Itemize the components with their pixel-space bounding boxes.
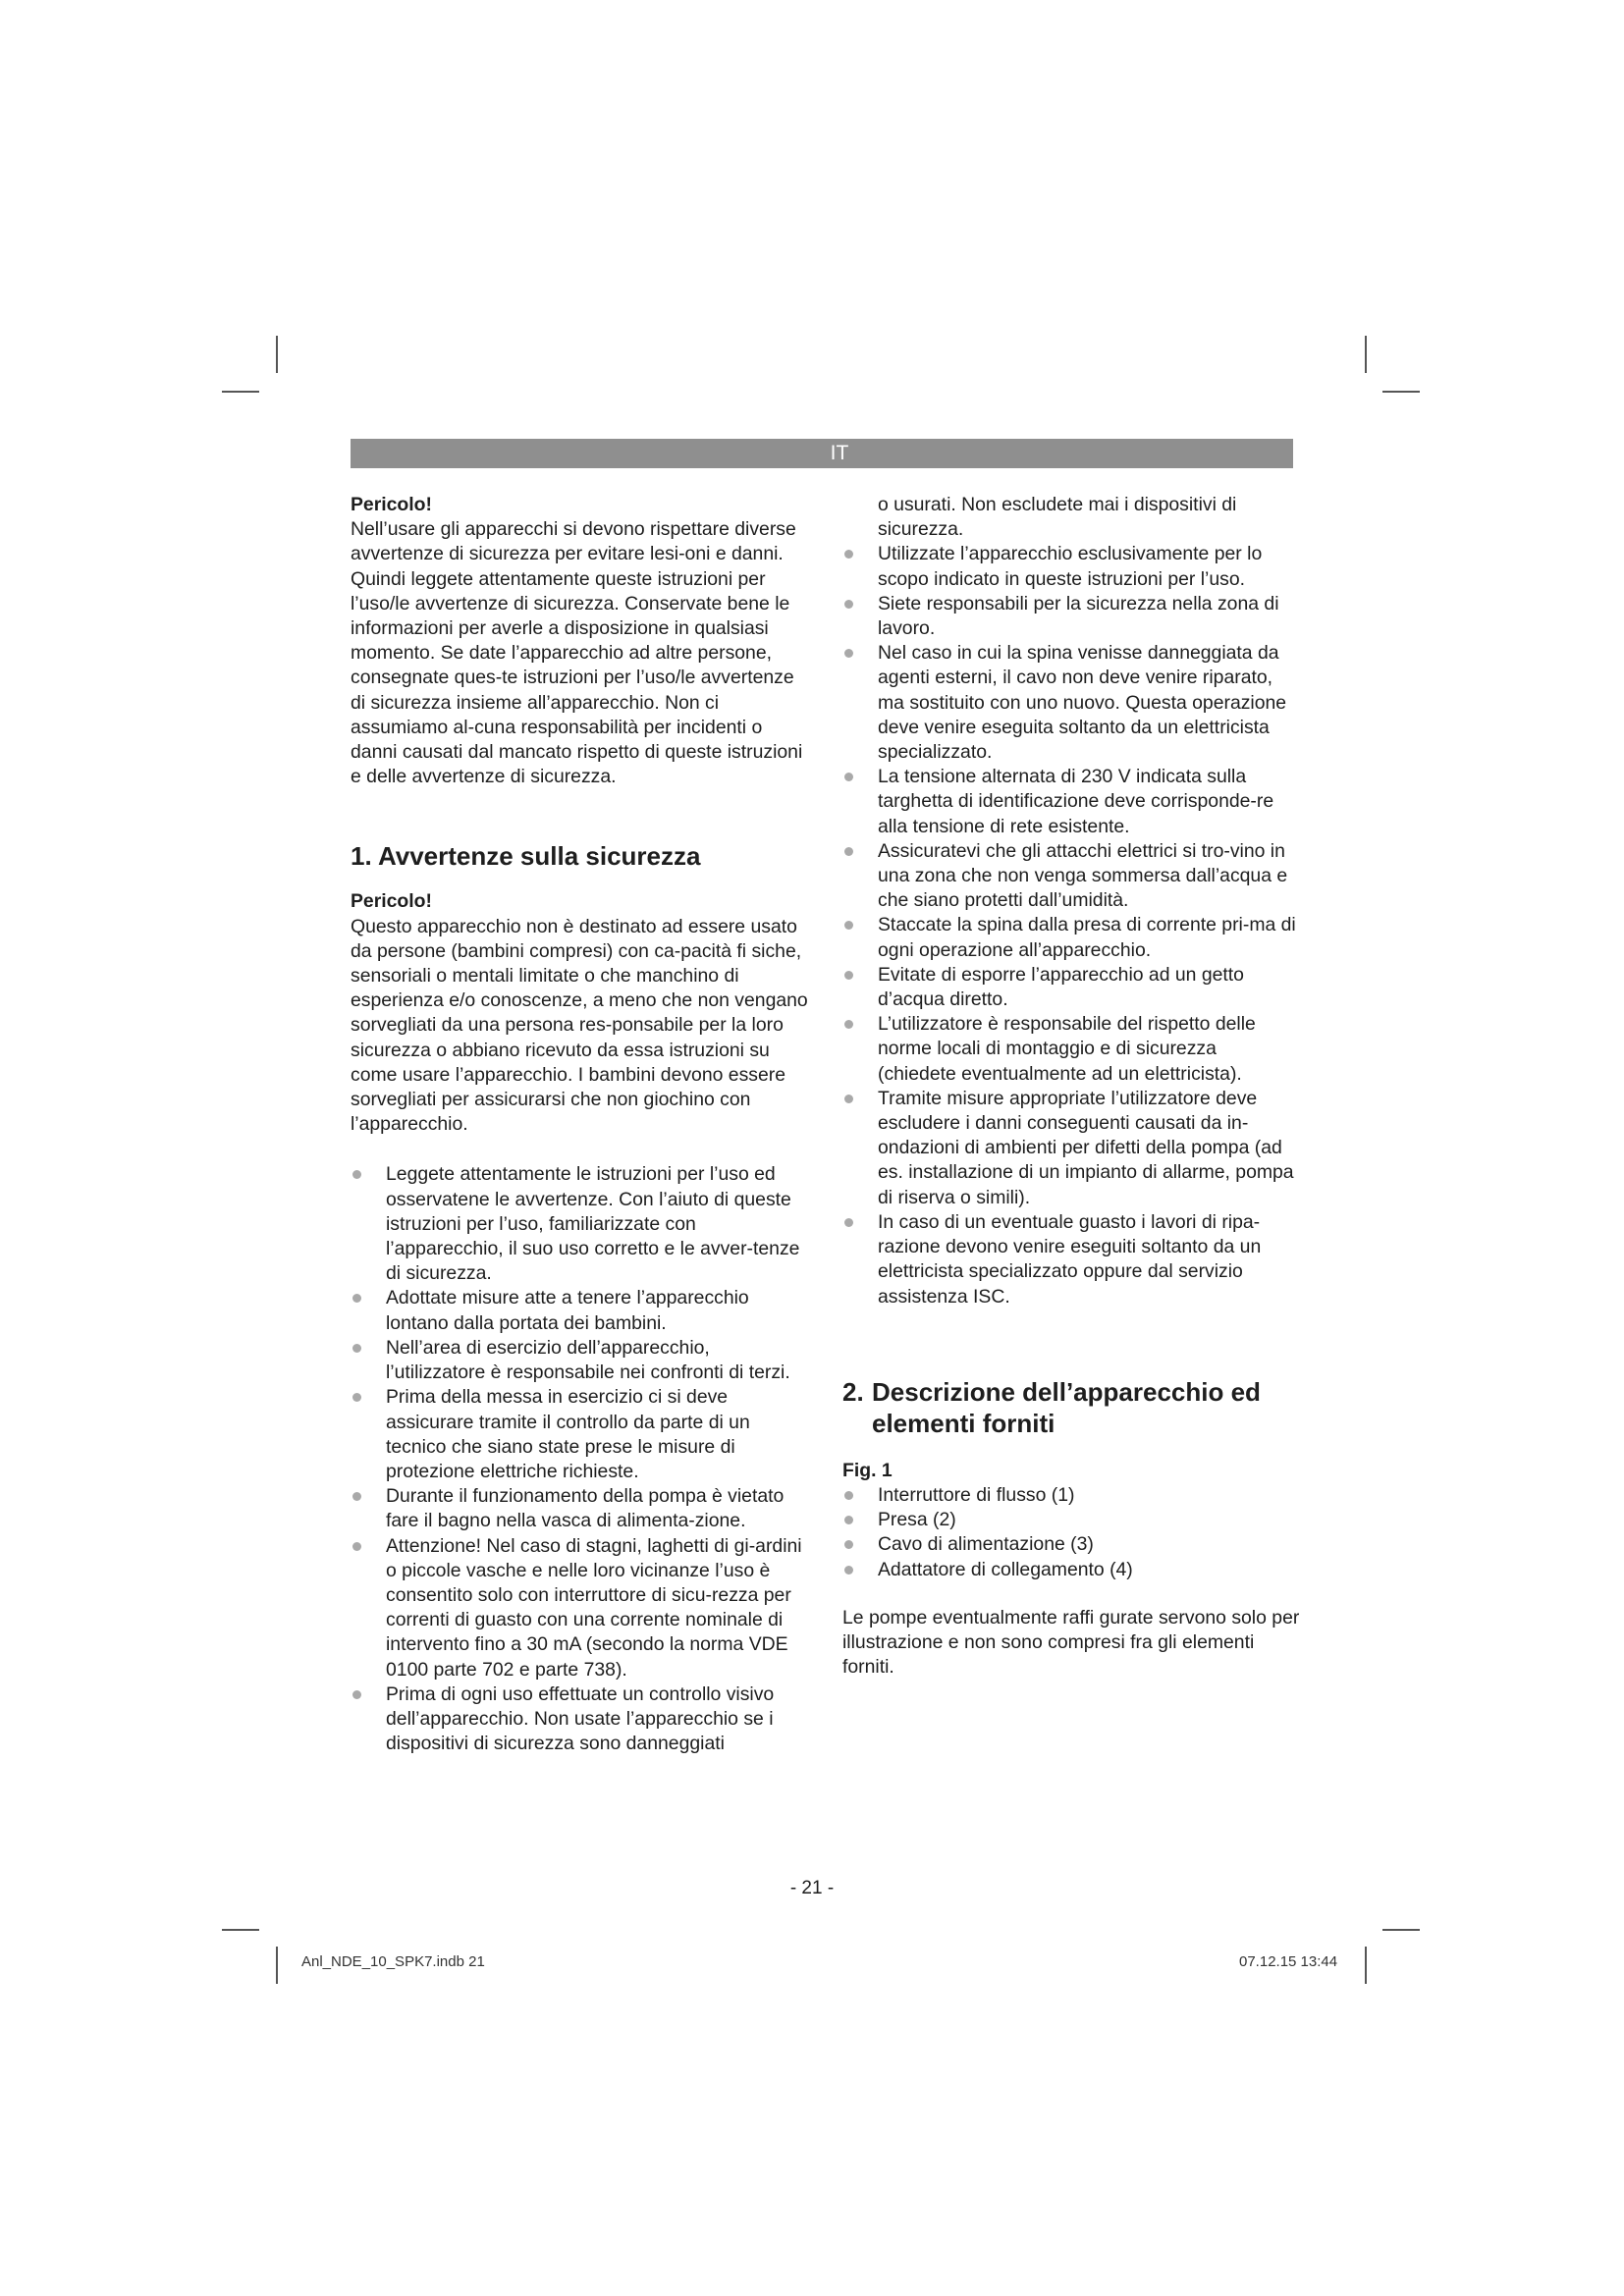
bullet-icon xyxy=(844,971,853,980)
section-1-danger-paragraph: Questo apparecchio non è destinato ad essere usato da persone (bambini compresi) con ca-pacità fi siche, sensoriali o mentali limitate o che manchino di esperienza e/o conoscenze, a meno che non vengano sorvegliati da una persona res-ponsabile per la loro sicurezza o abbiano ricevuto da essa istruzioni su come usare l’apparecchio. I bambini devono essere sorvegliati per assicurarsi che non giochino con l’apparecchio. xyxy=(351,915,808,1136)
list-item: Leggete attentamente le istruzioni per l’uso ed osservatene le avvertenze. Con l’aiuto di queste istruzioni per l’uso, familiarizzate con l’apparecchio, il suo uso corretto e le avver-tenze di sicurezza. xyxy=(351,1162,808,1286)
crop-mark-bottom-left-vertical xyxy=(276,1947,278,1984)
bullet-icon xyxy=(844,550,853,559)
list-item: L’utilizzatore è responsabile del rispetto delle norme locali di montaggio e di sicurezza (chiedete eventualmente ad un elettricista). xyxy=(842,1012,1300,1087)
illustration-note: Le pompe eventualmente raffi gurate servono solo per illustrazione e non sono compresi fra gli elementi forniti. xyxy=(842,1606,1300,1679)
list-item: Nel caso in cui la spina venisse danneggiata da agenti esterni, il cavo non deve venire riparato, ma sostituito con uno nuovo. Questa operazione deve venire eseguita soltanto da un elettricista specializzato. xyxy=(842,641,1300,765)
section-2-title: Descrizione dell’apparecchio ed elementi forniti xyxy=(872,1376,1261,1438)
language-header-bar xyxy=(351,439,1293,468)
list-item: Interruttore di flusso (1) xyxy=(842,1483,1300,1508)
list-item: Attenzione! Nel caso di stagni, laghetti di gi-ardini o piccole vasche e nelle loro vicinanze l’uso è consentito solo con interruttore di sicu-rezza per correnti di guasto con una corrente nominale di intervento fino a 30 mA (secondo la norma VDE 0100 parte 702 e parte 738). xyxy=(351,1534,808,1682)
crop-mark-bottom-right-vertical xyxy=(1365,1947,1367,1984)
bullet-icon xyxy=(352,1294,361,1303)
bullet-icon xyxy=(844,1540,853,1549)
crop-mark-top-right-vertical xyxy=(1365,336,1367,373)
list-item: Assicuratevi che gli attacchi elettrici si tro-vino in una zona che non venga sommersa dall’acqua e che siano protetti dall’umidità. xyxy=(842,839,1300,914)
left-column xyxy=(351,493,808,1756)
section-2-number: 2. xyxy=(842,1376,864,1407)
bullet-icon xyxy=(844,1218,853,1227)
list-item: La tensione alternata di 230 V indicata sulla targhetta di identificazione deve corrisponde-re alla tensione di rete esistente. xyxy=(842,765,1300,839)
list-item: Evitate di esporre l’apparecchio ad un getto d’acqua diretto. xyxy=(842,963,1300,1012)
list-item: Prima della messa in esercizio ci si deve assicurare tramite il controllo da parte di un tecnico che siano state prese le misure di protezione elettriche richieste. xyxy=(351,1385,808,1484)
crop-mark-bottom-left-horizontal xyxy=(222,1929,259,1931)
list-item: Utilizzate l’apparecchio esclusivamente per lo scopo indicato in queste istruzioni per l’uso. xyxy=(842,542,1300,591)
bullet-icon xyxy=(844,1516,853,1524)
bullet-icon xyxy=(844,847,853,856)
bullet-icon xyxy=(352,1170,361,1179)
bullet-icon xyxy=(352,1690,361,1699)
list-item-continuation: o usurati. Non escludete mai i dispositivi di sicurezza. xyxy=(878,494,1237,541)
bullet-icon xyxy=(352,1542,361,1551)
bullet-icon xyxy=(844,600,853,609)
delivery-items-list xyxy=(842,1483,1300,1582)
list-item: Adottate misure atte a tenere l’apparecchio lontano dalla portata dei bambini. xyxy=(351,1286,808,1335)
crop-mark-bottom-right-horizontal xyxy=(1382,1929,1420,1931)
bullet-icon xyxy=(352,1344,361,1353)
crop-mark-top-right-horizontal xyxy=(1382,391,1420,393)
list-item: Staccate la spina dalla presa di corrente pri-ma di ogni operazione all’apparecchio. xyxy=(842,913,1300,962)
bullet-icon xyxy=(844,1095,853,1103)
list-item: Prima di ogni uso effettuate un controllo visivo dell’apparecchio. Non usate l’apparecchio se i dispositivi di sicurezza sono danneggiati xyxy=(351,1682,808,1757)
list-item: Nell’area di esercizio dell’apparecchio, l’utilizzatore è responsabile nei confronti di terzi. xyxy=(351,1336,808,1385)
section-2-heading xyxy=(842,1376,1300,1439)
section-1-title: 1. Avvertenze sulla sicurezza xyxy=(351,841,701,872)
list-item: Adattatore di collegamento (4) xyxy=(842,1558,1300,1582)
bullet-icon xyxy=(844,1491,853,1500)
page-number: - 21 - xyxy=(789,1878,835,1898)
bullet-icon xyxy=(844,649,853,658)
intro-paragraph: Nell’usare gli apparecchi si devono rispettare diverse avvertenze di sicurezza per evitare lesi-oni e danni. Quindi leggete attentamente queste istruzioni per l’uso/le avvertenze di sicurezza. Conservate bene le informazioni per averle a disposizione in qualsiasi momento. Se date l’apparecchio ad altre persone, consegnate ques-te istruzioni per l’uso/le avvertenze di sicurezza insieme all’apparecchio. Non ci assumiamo al-cuna responsabilità per incidenti o danni causati dal mancato rispetto di queste istruzioni e delle avvertenze di sicurezza. xyxy=(351,518,803,788)
list-item: Durante il funzionamento della pompa è vietato fare il bagno nella vasca di alimenta-zione. xyxy=(351,1484,808,1533)
crop-mark-top-left-horizontal xyxy=(222,391,259,393)
safety-list-right xyxy=(842,493,1300,1309)
right-column xyxy=(842,493,1300,1680)
list-item: Siete responsabili per la sicurezza nella zona di lavoro. xyxy=(842,592,1300,641)
list-item: Presa (2) xyxy=(842,1508,1300,1532)
bullet-icon xyxy=(844,773,853,781)
intro-danger-heading: Pericolo! xyxy=(351,494,432,515)
bullet-icon xyxy=(352,1492,361,1501)
bullet-icon xyxy=(844,1566,853,1575)
section-1-danger-heading: Pericolo! xyxy=(351,890,432,913)
list-item: In caso di un eventuale guasto i lavori di ripa-razione devono venire eseguiti soltanto da un elettricista specializzato oppure dal servizio assistenza ISC. xyxy=(842,1210,1300,1309)
figure-label: Fig. 1 xyxy=(842,1459,893,1481)
list-item: Cavo di alimentazione (3) xyxy=(842,1532,1300,1557)
safety-list-left xyxy=(351,1162,808,1756)
bullet-icon xyxy=(844,921,853,930)
bullet-icon xyxy=(844,1020,853,1029)
footer-file-name: Anl_NDE_10_SPK7.indb 21 xyxy=(301,1953,485,1970)
list-item: Tramite misure appropriate l’utilizzatore deve escludere i danni conseguenti causati da in-ondazioni di ambienti per difetti della pompa (ad es. installazione di un impianto di allarme, pompa di riserva o simili). xyxy=(842,1087,1300,1210)
bullet-icon xyxy=(352,1393,361,1402)
crop-mark-top-left-vertical xyxy=(276,336,278,373)
footer-datetime: 07.12.15 13:44 xyxy=(1239,1953,1338,1970)
language-label: IT xyxy=(830,442,849,464)
